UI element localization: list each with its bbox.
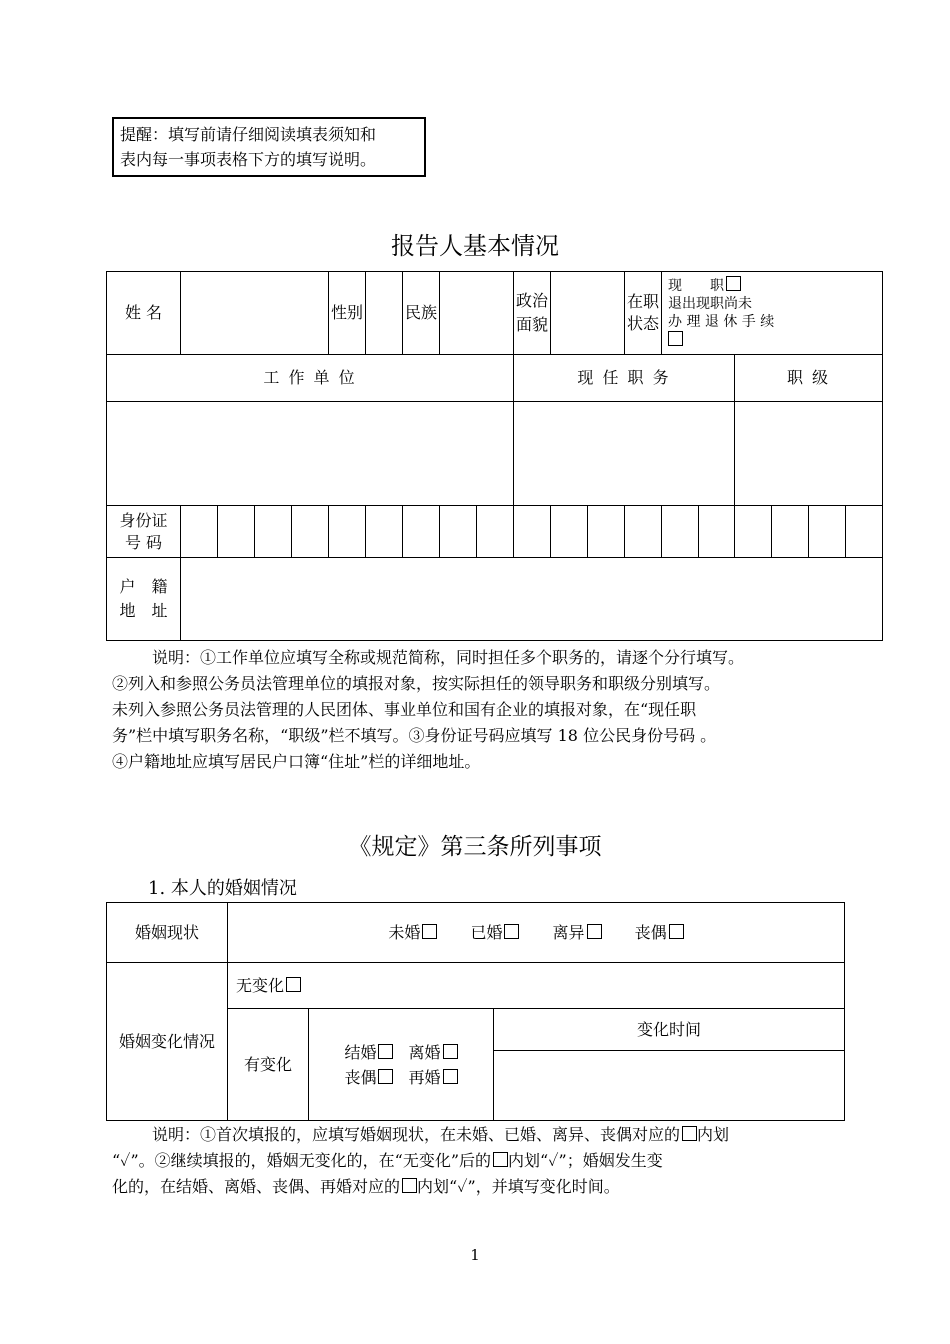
id-digit-cell[interactable] xyxy=(551,506,588,558)
checkbox-sample xyxy=(682,1126,697,1141)
id-digit-cell[interactable] xyxy=(735,506,772,558)
id-digit-cell[interactable] xyxy=(772,506,809,558)
section2-notes xyxy=(112,1122,852,1200)
id-digit-cell[interactable] xyxy=(699,506,735,558)
gender-field[interactable] xyxy=(366,272,403,355)
checkbox-married[interactable] xyxy=(504,924,519,939)
checkbox-sample xyxy=(493,1152,508,1167)
marital-status-options xyxy=(228,903,845,963)
checkbox-divorced[interactable] xyxy=(587,924,602,939)
id-digit-cell[interactable] xyxy=(662,506,699,558)
position-label: 现 任 职 务 xyxy=(514,355,735,402)
name-field[interactable] xyxy=(181,272,329,355)
rank-field[interactable] xyxy=(735,402,883,506)
note-line: 务”栏中填写职务名称，“职级”栏不填写。③身份证号码应填写 18 位公民身份号码 。 xyxy=(112,726,717,745)
political-label-line-2: 面貌 xyxy=(515,315,548,334)
section1-title: 报告人基本情况 xyxy=(391,232,559,260)
address-label-line-2: 地 址 xyxy=(119,601,168,620)
address-label-line-1: 户 籍 xyxy=(119,577,168,596)
note-line: 说明：①首次填报的，应填写婚姻现状，在未婚、已婚、离异、丧偶对应的 xyxy=(152,1125,681,1144)
ethnicity-field[interactable] xyxy=(440,272,514,355)
address-field[interactable] xyxy=(181,558,883,641)
section2-title: 《规定》第三条所列事项 xyxy=(348,834,602,860)
option-remarry: 再婚 xyxy=(408,1067,441,1087)
status-label-line-2: 状态 xyxy=(626,314,659,333)
id-digit-cell[interactable] xyxy=(255,506,292,558)
status-label-line-1: 在职 xyxy=(626,292,659,311)
name-label: 姓 名 xyxy=(107,272,181,355)
option-unmarried: 未婚 xyxy=(388,922,421,942)
status-option-exited-1: 退出现职尚未 xyxy=(668,296,752,312)
change-time-label: 变化时间 xyxy=(494,1009,845,1051)
section2-subtitle: 1. 本人的婚姻情况 xyxy=(148,878,297,899)
note-line: 说明：①工作单位应填写全称或规范简称，同时担任多个职务的，请逐个分行填写。 xyxy=(152,648,745,667)
option-bereaved: 丧偶 xyxy=(344,1067,377,1087)
change-label: 婚姻变化情况 xyxy=(107,963,228,1121)
gender-label: 性别 xyxy=(329,272,366,355)
checkbox-sample xyxy=(402,1178,417,1193)
id-digit-cell[interactable] xyxy=(218,506,255,558)
checkbox-divorce[interactable] xyxy=(443,1044,458,1059)
status-label xyxy=(625,272,662,355)
id-digit-cell[interactable] xyxy=(625,506,662,558)
id-digit-cell[interactable] xyxy=(809,506,846,558)
has-change-label: 有变化 xyxy=(228,1009,309,1121)
political-field[interactable] xyxy=(551,272,625,355)
option-widowed: 丧偶 xyxy=(634,922,667,942)
marital-status-label: 婚姻现状 xyxy=(107,903,228,963)
work-unit-label: 工 作 单 位 xyxy=(107,355,514,402)
id-label-line-2: 号 码 xyxy=(124,532,163,552)
option-divorce: 离婚 xyxy=(408,1042,441,1062)
status-option-current: 现 职 xyxy=(668,278,724,294)
id-digit-cell[interactable] xyxy=(477,506,514,558)
id-label-line-1: 身份证 xyxy=(119,510,168,530)
note-line: 内划“✓”，并填写变化时间。 xyxy=(417,1177,620,1196)
change-time-field[interactable] xyxy=(494,1051,845,1121)
change-options xyxy=(309,1009,494,1121)
note-line: 化的，在结婚、离婚、丧偶、再婚对应的 xyxy=(112,1177,401,1196)
work-unit-field[interactable] xyxy=(107,402,514,506)
id-digit-cell[interactable] xyxy=(292,506,329,558)
checkbox-remarry[interactable] xyxy=(443,1069,458,1084)
marriage-table xyxy=(106,902,845,1121)
checkbox-current[interactable] xyxy=(726,276,741,291)
rank-label: 职 级 xyxy=(735,355,883,402)
no-change-cell xyxy=(228,963,845,1009)
id-digit-cell[interactable] xyxy=(366,506,403,558)
option-marry: 结婚 xyxy=(344,1042,377,1062)
address-label xyxy=(107,558,181,641)
id-digit-cell[interactable] xyxy=(403,506,440,558)
ethnicity-label: 民族 xyxy=(403,272,440,355)
position-field[interactable] xyxy=(514,402,735,506)
id-digit-cell[interactable] xyxy=(181,506,218,558)
note-line: 未列入参照公务员法管理的人民团体、事业单位和国有企业的填报对象，在“现任职 xyxy=(112,700,697,719)
notice-box xyxy=(112,117,426,177)
status-option-exited-2: 办 理 退 休 手 续 xyxy=(668,314,775,330)
no-change-label: 无变化 xyxy=(236,975,285,995)
notice-line-2: 表内每一事项表格下方的填写说明。 xyxy=(120,150,377,169)
page-number: 1 xyxy=(470,1246,480,1264)
checkbox-widowed[interactable] xyxy=(669,924,684,939)
option-divorced: 离异 xyxy=(552,922,585,942)
id-digit-cell[interactable] xyxy=(846,506,883,558)
notice-line-1: 提醒：填写前请仔细阅读填表须知和 xyxy=(120,125,377,144)
checkbox-marry[interactable] xyxy=(378,1044,393,1059)
status-options xyxy=(662,272,883,355)
political-label xyxy=(514,272,551,355)
note-line: “✓”。②继续填报的，婚姻无变化的，在“无变化”后的 xyxy=(112,1151,492,1170)
checkbox-bereaved[interactable] xyxy=(378,1069,393,1084)
note-line: 内划 xyxy=(697,1125,730,1144)
id-digit-cell[interactable] xyxy=(588,506,625,558)
note-line: ②列入和参照公务员法管理单位的填报对象，按实际担任的领导职务和职级分别填写。 xyxy=(112,674,721,693)
section1-notes xyxy=(112,645,852,775)
id-digit-cell[interactable] xyxy=(440,506,477,558)
option-married: 已婚 xyxy=(470,922,503,942)
id-digit-cell[interactable] xyxy=(514,506,551,558)
basic-info-table xyxy=(106,271,883,641)
checkbox-no-change[interactable] xyxy=(286,977,301,992)
note-line: ④户籍地址应填写居民户口簿“住址”栏的详细地址。 xyxy=(112,752,481,771)
note-line: 内划“✓”；婚姻发生变 xyxy=(508,1151,663,1170)
checkbox-exited[interactable] xyxy=(668,331,683,346)
id-label xyxy=(107,506,181,558)
political-label-line-1: 政治 xyxy=(515,291,548,310)
id-digit-cell[interactable] xyxy=(329,506,366,558)
checkbox-unmarried[interactable] xyxy=(422,924,437,939)
